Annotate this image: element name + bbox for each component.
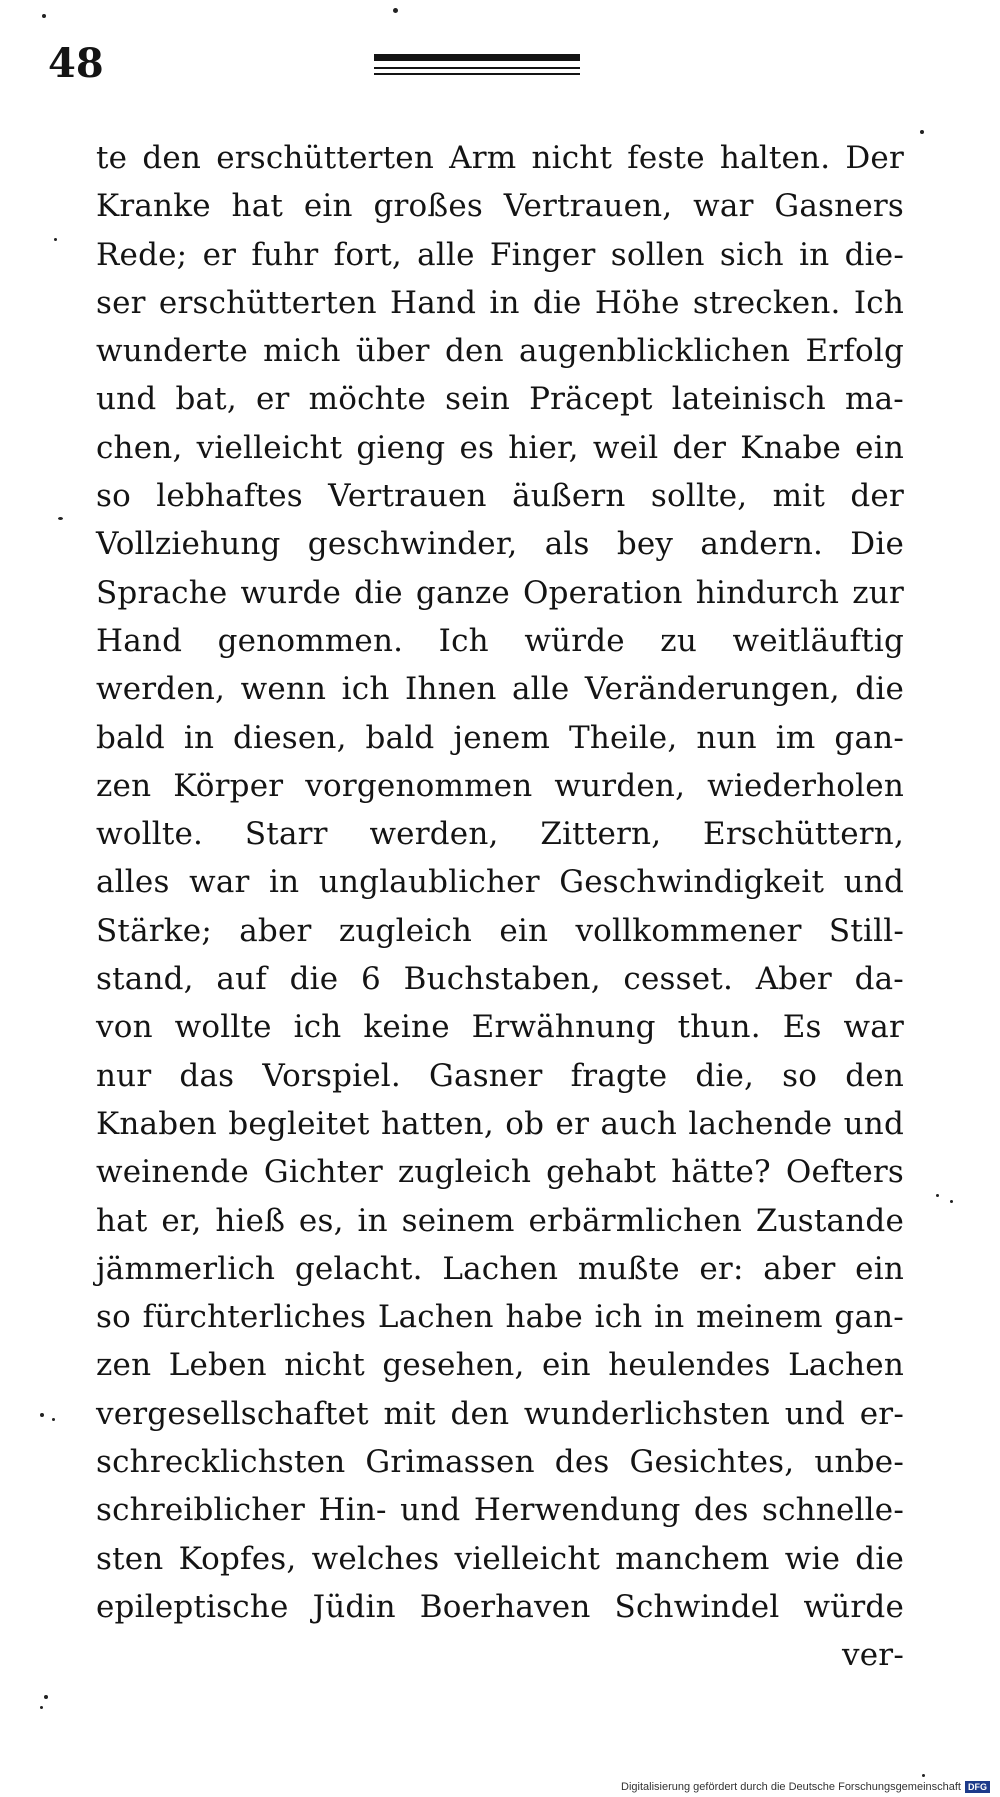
page-body-text xyxy=(96,134,904,1680)
header-rule-thick xyxy=(374,54,580,61)
text-line: alles war in unglaublicher Geschwindigkeit und xyxy=(96,864,904,901)
scan-speck xyxy=(52,1418,55,1421)
text-line: zen Körper vorgenommen wurden, wiederholen xyxy=(96,767,904,804)
scan-speck xyxy=(393,8,398,13)
text-line: sten Kopfes, welches vielleicht manchem wie die xyxy=(96,1540,904,1577)
text-line: nur das Vorspiel. Gasner fragte die, so den xyxy=(96,1057,904,1094)
text-line: Sprache wurde die ganze Operation hindurch zur xyxy=(96,574,904,611)
text-line: jämmerlich gelacht. Lachen mußte er: aber ein xyxy=(96,1250,904,1287)
text-line: epileptische Jüdin Boerhaven Schwindel würde xyxy=(96,1588,904,1625)
scan-speck xyxy=(58,517,63,520)
credit-text: Digitalisierung gefördert durch die Deutsche Forschungsgemeinschaft xyxy=(621,1781,961,1793)
scan-speck xyxy=(40,1706,43,1709)
scan-speck xyxy=(40,1413,44,1417)
text-line: Stärke; aber zugleich ein vollkommener Still- xyxy=(96,912,904,949)
text-line: Rede; er fuhr fort, alle Finger sollen sich in die- xyxy=(96,236,904,273)
scan-speck xyxy=(920,130,924,134)
scan-speck xyxy=(950,1200,953,1203)
scan-speck xyxy=(54,238,57,241)
text-line: so fürchterliches Lachen habe ich in meinem gan- xyxy=(96,1299,904,1336)
scan-speck xyxy=(922,1774,925,1777)
text-line: schrecklichsten Grimassen des Gesichtes, unbe- xyxy=(96,1444,904,1481)
text-line: von wollte ich keine Erwähnung thun. Es war xyxy=(96,1009,904,1046)
text-line: wunderte mich über den augenblicklichen Erfolg xyxy=(96,333,904,370)
text-line: Kranke hat ein großes Vertrauen, war Gasners xyxy=(96,188,904,225)
text-line: ser erschütterten Hand in die Höhe strecken. Ich xyxy=(96,284,904,321)
text-line: werden, wenn ich Ihnen alle Veränderungen, die xyxy=(96,671,904,708)
text-line: te den erschütterten Arm nicht feste halten. Der xyxy=(96,140,904,176)
text-line: zen Leben nicht gesehen, ein heulendes Lachen xyxy=(96,1347,904,1384)
scan-speck xyxy=(936,1194,939,1197)
dfg-logo: DFG xyxy=(965,1781,990,1793)
text-line: so lebhaftes Vertrauen äußern sollte, mit der xyxy=(96,478,904,515)
text-line: Hand genommen. Ich würde zu weitläuftig xyxy=(96,622,904,659)
scan-speck xyxy=(42,14,46,18)
header-rule-thin xyxy=(374,67,580,69)
text-line: und bat, er möchte sein Präcept lateinisch ma- xyxy=(96,381,904,418)
text-line: Knaben begleitet hatten, ob er auch lachende und xyxy=(96,1105,904,1142)
text-line: hat er, hieß es, in seinem erbärmlichen Zustande xyxy=(96,1202,904,1239)
catchword: ver- xyxy=(842,1637,904,1674)
text-line: wollte. Starr werden, Zittern, Erschüttern, xyxy=(96,816,904,853)
scan-speck xyxy=(44,1695,48,1699)
text-line: weinende Gichter zugleich gehabt hätte? Oefters xyxy=(96,1154,904,1191)
digitization-credit xyxy=(621,1781,990,1793)
text-line: vergesellschaftet mit den wunderlichsten und er- xyxy=(96,1395,904,1432)
header-rule-thin xyxy=(374,73,580,75)
page-number: 48 xyxy=(48,40,104,87)
text-line: Vollziehung geschwinder, als bey andern. Die xyxy=(96,526,904,563)
text-line: chen, vielleicht gieng es hier, weil der Knabe ein xyxy=(96,429,904,466)
text-line: bald in diesen, bald jenem Theile, nun im gan- xyxy=(96,719,904,756)
text-line: schreiblicher Hin- und Herwendung des schnelle- xyxy=(96,1492,904,1529)
text-line: stand, auf die 6 Buchstaben, cesset. Aber da- xyxy=(96,961,904,998)
